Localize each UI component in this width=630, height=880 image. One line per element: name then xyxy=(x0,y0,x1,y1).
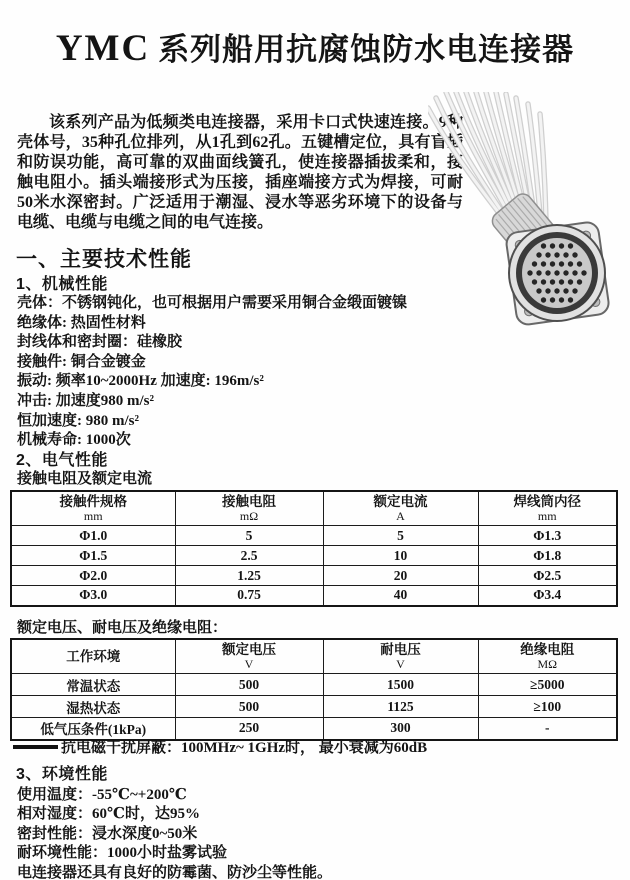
spec-line: 封线体和密封圈：硅橡胶 xyxy=(17,334,183,351)
table-cell: Φ2.0 xyxy=(11,566,175,586)
header-unit: mm xyxy=(537,509,557,523)
table-row xyxy=(11,546,617,566)
voltage-insulation-table xyxy=(10,638,618,741)
spec-line: 使用温度：-55℃~+200℃ xyxy=(17,787,187,803)
table-cell: 0.75 xyxy=(175,586,323,606)
column-header xyxy=(175,639,323,674)
emi-shielding-note xyxy=(13,736,427,757)
table-cell: 500 xyxy=(175,696,323,718)
table-row xyxy=(11,526,617,546)
header-name: 接触件规格 xyxy=(59,494,127,509)
table-row xyxy=(11,586,617,606)
table-row xyxy=(11,566,617,586)
intro-paragraph: 该系列产品为低频类电连接器，采用卡口式快速连接。9种壳体号，35种孔位排列，从1孔到62孔。五键槽定位，具有盲插和防误功能，高可靠的双曲面线簧孔，使连接器插拔柔和，接触电阻小。插头端接形式为压接，插座端接方式为焊接，可耐50米水深密封。广泛适用于潮湿、浸水等恶劣环境下的设备与电缆、电缆与电缆之间的电气连接。 xyxy=(17,114,463,231)
spec-line: 接触件: 铜合金镀金 xyxy=(17,353,146,370)
subsection-electrical-heading: 2、电气性能 xyxy=(16,452,108,469)
header-name: 工作环境 xyxy=(66,648,121,664)
emi-note-text: 抗电磁干扰屏蔽：100MHz~ 1GHz时， 最小衰减为60dB xyxy=(61,740,428,756)
column-header xyxy=(323,491,478,526)
table-cell: 常温状态 xyxy=(11,674,175,696)
column-header xyxy=(11,639,175,674)
table-cell: 5 xyxy=(323,526,478,546)
connector-photo-image xyxy=(428,92,630,340)
table-cell: ≥100 xyxy=(478,696,617,718)
header-unit: V xyxy=(396,657,405,671)
spec-line: 密封性能：浸水深度0~50米 xyxy=(17,825,198,842)
section-main-heading: 一、主要技术性能 xyxy=(16,248,192,271)
table-cell: Φ1.5 xyxy=(11,546,175,566)
column-header xyxy=(478,639,617,674)
table-cell: 1.25 xyxy=(175,566,323,586)
spec-line: 恒加速度: 980 m/s² xyxy=(17,412,139,429)
table-row xyxy=(11,696,617,718)
table-cell: Φ3.4 xyxy=(478,586,617,606)
header-unit: A xyxy=(396,509,405,523)
table-cell: Φ3.0 xyxy=(11,586,175,606)
header-name: 绝缘电阻 xyxy=(520,642,575,657)
spec-line: 电连接器还具有良好的防霉菌、防沙尘等性能。 xyxy=(17,864,333,880)
table-cell: 1125 xyxy=(323,696,478,718)
table-cell: 2.5 xyxy=(175,546,323,566)
table-header-row xyxy=(11,491,617,526)
table-cell: 500 xyxy=(175,674,323,696)
table-cell: Φ2.5 xyxy=(478,566,617,586)
table-cell: 低气压条件(1kPa) xyxy=(11,718,175,740)
table-row xyxy=(11,674,617,696)
spec-line: 相对湿度：60℃时，达95% xyxy=(17,806,200,823)
column-header xyxy=(478,491,617,526)
table2-caption: 额定电压、耐电压及绝缘电阻： xyxy=(17,620,228,636)
table-cell: 10 xyxy=(323,546,478,566)
table-header-row xyxy=(11,639,617,674)
header-unit: MΩ xyxy=(537,657,558,671)
header-unit: V xyxy=(244,657,254,671)
column-header xyxy=(175,491,323,526)
subsection-environmental-heading: 3、环境性能 xyxy=(16,766,108,783)
column-header xyxy=(323,639,478,674)
table-cell: Φ1.0 xyxy=(11,526,175,546)
table-cell: 250 xyxy=(175,718,323,740)
title-series-code: YMC xyxy=(55,28,151,69)
header-name: 接触电阻 xyxy=(222,494,276,509)
title-text: 系列船用抗腐蚀防水电连接器 xyxy=(158,32,575,67)
connector-face-icon xyxy=(509,225,605,321)
spec-line: 机械寿命: 1000次 xyxy=(17,432,131,449)
table-cell: 5 xyxy=(175,526,323,546)
table-cell: - xyxy=(478,718,617,740)
header-name: 额定电压 xyxy=(222,642,276,657)
header-name: 耐电压 xyxy=(380,642,421,657)
contact-resistance-current-table xyxy=(10,490,618,607)
table-cell: ≥5000 xyxy=(478,674,617,696)
environmental-spec-list xyxy=(17,786,332,880)
column-header xyxy=(11,491,175,526)
emi-dash-line xyxy=(13,745,58,749)
table1-caption: 接触电阻及额定电流 xyxy=(17,471,153,487)
spec-line: 振动: 频率10~2000Hz 加速度: 196m/s² xyxy=(17,373,264,390)
table-cell: Φ1.3 xyxy=(478,526,617,546)
mechanical-spec-list xyxy=(17,294,407,451)
header-unit: mm xyxy=(83,509,103,523)
spec-line: 冲击: 加速度980 m/s² xyxy=(17,392,154,409)
header-name: 额定电流 xyxy=(373,494,428,509)
subsection-mechanical-heading: 1、机械性能 xyxy=(16,276,108,293)
table-cell: 20 xyxy=(323,566,478,586)
table-cell: 湿热状态 xyxy=(11,696,175,718)
header-name: 焊线筒内径 xyxy=(513,494,581,509)
header-unit: mΩ xyxy=(239,509,259,523)
table-cell: 300 xyxy=(323,718,478,740)
table-cell: 40 xyxy=(323,586,478,606)
spec-line: 壳体：不锈钢钝化，也可根据用户需要采用铜合金缎面镀镍 xyxy=(17,295,408,311)
table-cell: 1500 xyxy=(323,674,478,696)
spec-line: 绝缘体: 热固性材料 xyxy=(17,314,146,331)
page-title xyxy=(0,24,630,70)
table-cell: Φ1.8 xyxy=(478,546,617,566)
spec-line: 耐环境性能：1000小时盐雾试验 xyxy=(17,845,228,862)
